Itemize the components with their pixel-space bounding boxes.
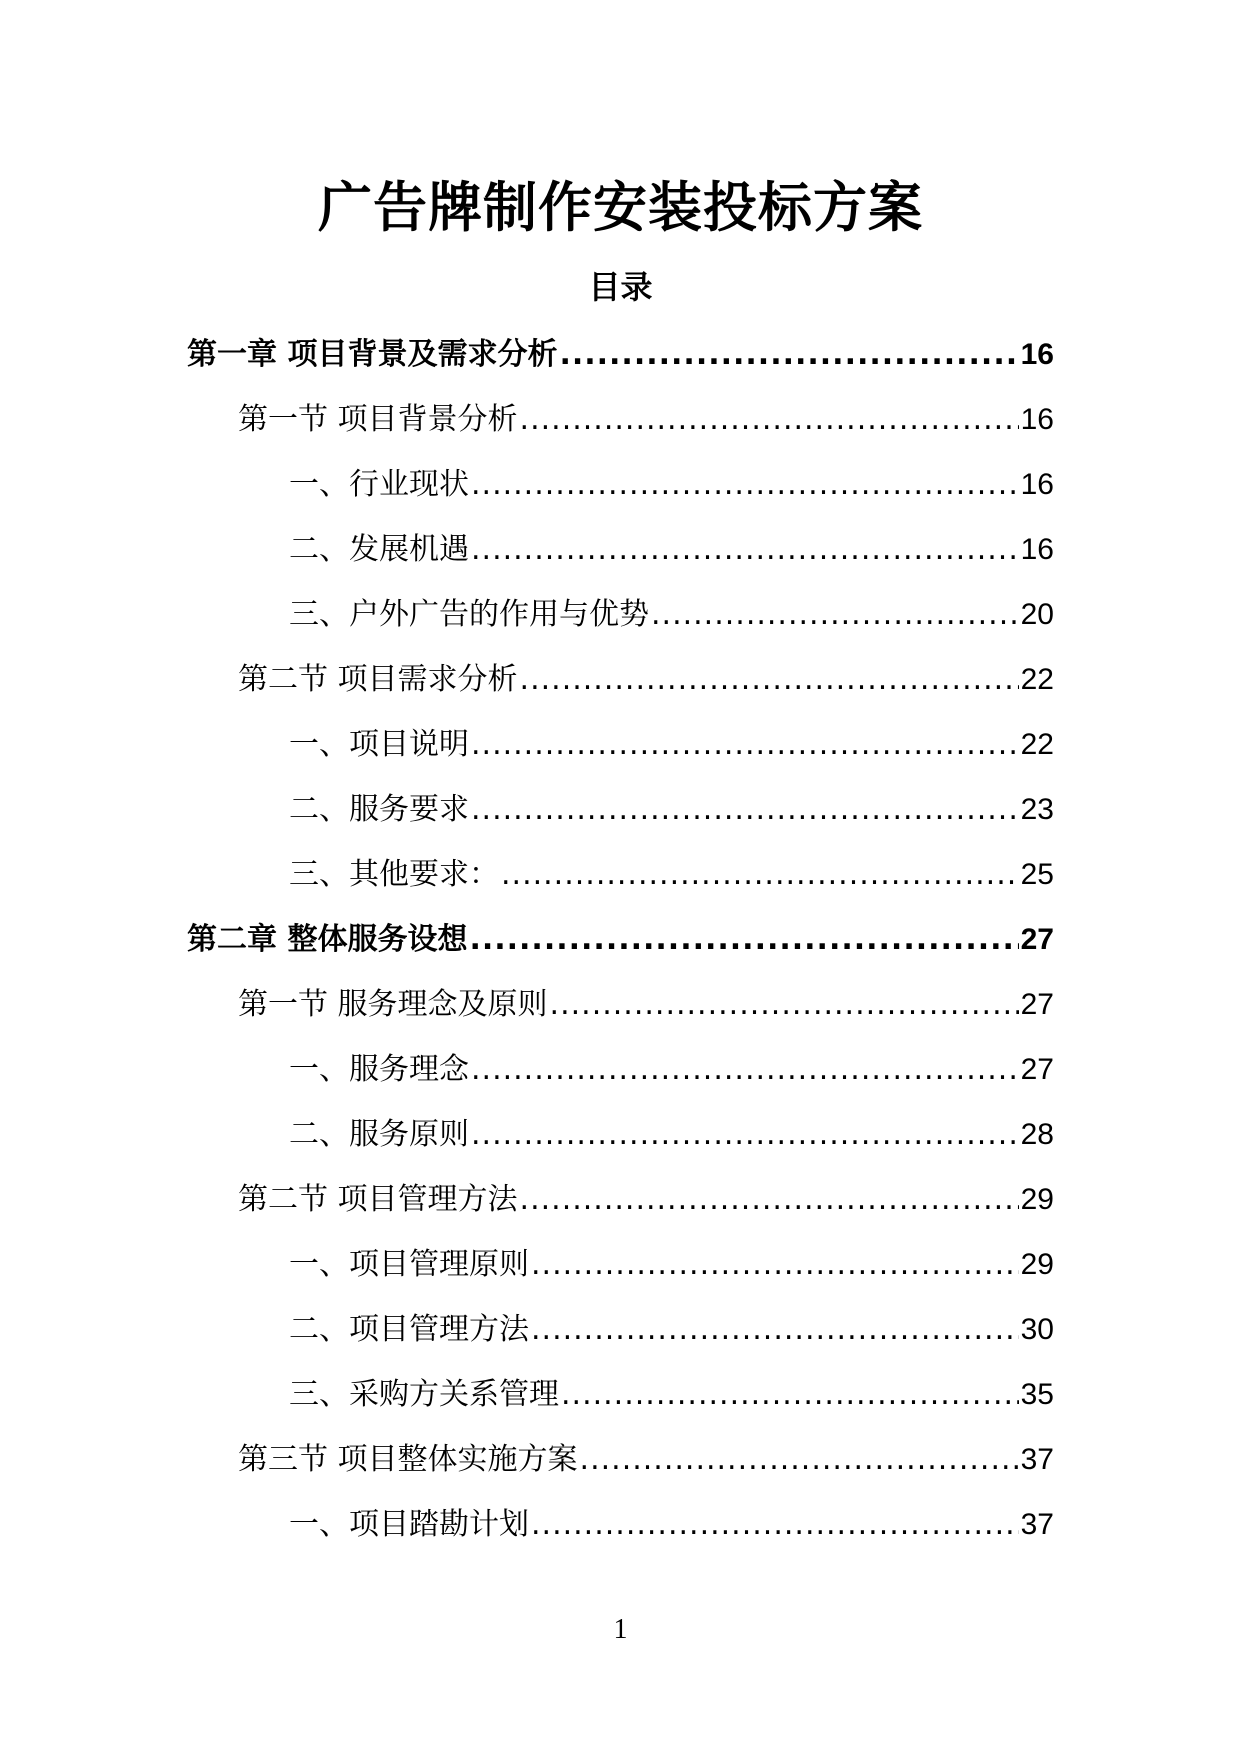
toc-dot-leader	[520, 647, 1019, 712]
toc-dot-leader	[531, 1232, 1019, 1297]
page-number: 1	[613, 1614, 628, 1645]
toc-entry-text: 第一章 项目背景及需求分析	[187, 337, 558, 372]
toc-entry-text: 一、项目说明	[289, 727, 469, 762]
toc-entry-page: 30	[1020, 1313, 1054, 1346]
toc-entry-page: 22	[1020, 728, 1054, 761]
toc-entry-text: 三、其他要求：	[289, 857, 499, 892]
toc-entry-item[interactable]	[187, 1297, 1054, 1362]
toc-dot-leader	[471, 452, 1019, 517]
toc-entry-page: 22	[1020, 663, 1054, 696]
toc-entry-text: 二、项目管理方法	[289, 1312, 529, 1347]
toc-entry-page: 37	[1020, 1508, 1054, 1541]
toc-entry-section[interactable]	[187, 1167, 1054, 1232]
toc-dot-leader	[531, 1297, 1019, 1362]
toc-entry-text: 第二节 项目管理方法	[238, 1182, 518, 1217]
toc-entry-text: 二、服务要求	[289, 792, 469, 827]
toc-dot-leader	[520, 1167, 1019, 1232]
toc-dot-leader	[471, 1037, 1019, 1102]
toc-entry-item[interactable]	[187, 842, 1054, 907]
toc-entry-text: 一、项目管理原则	[289, 1247, 529, 1282]
toc-dot-leader	[520, 387, 1019, 452]
toc-entry-text: 二、发展机遇	[289, 532, 469, 567]
toc-dot-leader	[550, 972, 1019, 1037]
toc-entry-page: 27	[1020, 988, 1054, 1021]
toc-entry-item[interactable]	[187, 1037, 1054, 1102]
toc-entry-page: 16	[1020, 533, 1054, 566]
toc-entry-page: 28	[1020, 1118, 1054, 1151]
toc-entry-item[interactable]	[187, 1232, 1054, 1297]
toc-heading: 目录	[588, 268, 653, 306]
toc-dot-leader	[471, 712, 1019, 777]
toc-dot-leader	[651, 582, 1019, 647]
toc-entry-page: 35	[1020, 1378, 1054, 1411]
toc-entry-text: 第二章 整体服务设想	[187, 922, 468, 957]
toc-entry-page: 29	[1020, 1183, 1054, 1216]
toc-dot-leader	[469, 907, 1018, 972]
toc-entry-chapter-2[interactable]	[187, 907, 1054, 972]
toc-entry-item[interactable]	[187, 1362, 1054, 1427]
toc-entry-text: 第一节 服务理念及原则	[238, 987, 548, 1022]
toc-entry-text: 三、户外广告的作用与优势	[289, 597, 649, 632]
toc-entry-item[interactable]	[187, 1492, 1054, 1557]
toc-entry-section[interactable]	[187, 1427, 1054, 1492]
toc-entry-section[interactable]	[187, 387, 1054, 452]
toc-dot-leader	[501, 842, 1019, 907]
toc-entry-text: 第一节 项目背景分析	[238, 402, 518, 437]
toc-entry-page: 27	[1020, 1053, 1054, 1086]
toc-entry-page: 16	[1020, 338, 1054, 371]
toc-entry-text: 一、行业现状	[289, 467, 469, 502]
toc-entry-text: 三、采购方关系管理	[289, 1377, 559, 1412]
toc-entry-page: 23	[1020, 793, 1054, 826]
toc-entry-section[interactable]	[187, 972, 1054, 1037]
toc-entry-item[interactable]	[187, 777, 1054, 842]
toc-dot-leader	[471, 777, 1019, 842]
toc-dot-leader	[580, 1427, 1019, 1492]
toc-dot-leader	[471, 517, 1019, 582]
toc-entry-text: 第二节 项目需求分析	[238, 662, 518, 697]
toc-entry-text: 二、服务原则	[289, 1117, 469, 1152]
toc-entry-page: 16	[1020, 403, 1054, 436]
toc-dot-leader	[531, 1492, 1019, 1557]
toc-entry-page: 37	[1020, 1443, 1054, 1476]
table-of-contents	[187, 322, 1054, 1557]
toc-dot-leader	[559, 322, 1018, 387]
toc-dot-leader	[561, 1362, 1019, 1427]
toc-entry-page: 16	[1020, 468, 1054, 501]
toc-entry-section[interactable]	[187, 647, 1054, 712]
toc-entry-text: 一、服务理念	[289, 1052, 469, 1087]
toc-entry-item[interactable]	[187, 517, 1054, 582]
toc-entry-page: 20	[1020, 598, 1054, 631]
toc-entry-text: 第三节 项目整体实施方案	[238, 1442, 578, 1477]
toc-entry-chapter-1[interactable]	[187, 322, 1054, 387]
toc-entry-page: 29	[1020, 1248, 1054, 1281]
toc-entry-page: 25	[1020, 858, 1054, 891]
toc-entry-text: 一、项目踏勘计划	[289, 1507, 529, 1542]
toc-entry-page: 27	[1020, 923, 1054, 956]
document-title: 广告牌制作安装投标方案	[318, 176, 923, 239]
toc-entry-item[interactable]	[187, 452, 1054, 517]
toc-entry-item[interactable]	[187, 712, 1054, 777]
toc-entry-item[interactable]	[187, 582, 1054, 647]
toc-dot-leader	[471, 1102, 1019, 1167]
toc-entry-item[interactable]	[187, 1102, 1054, 1167]
